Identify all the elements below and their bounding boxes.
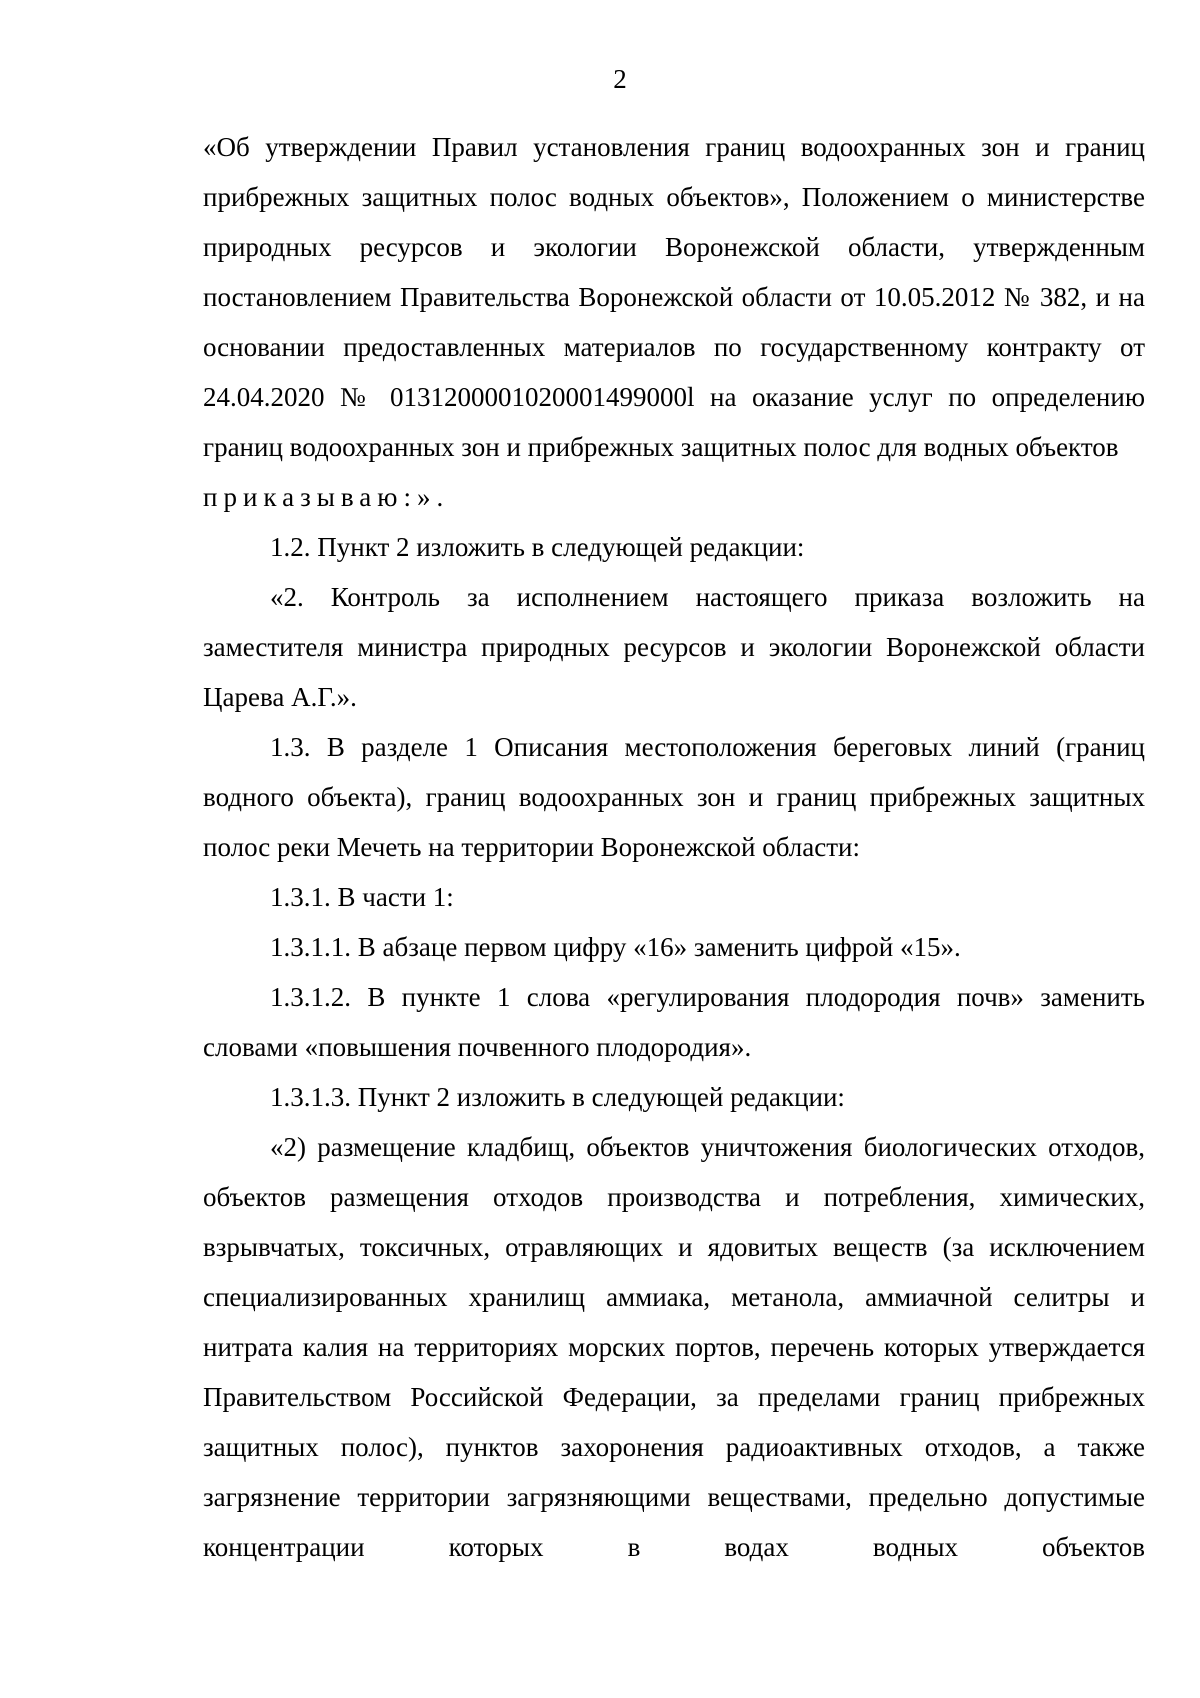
paragraph-order-word: приказываю:».: [203, 482, 450, 512]
paragraph-1-3-1-3: 1.3.1.3. Пункт 2 изложить в следующей редакции:: [270, 1082, 845, 1112]
paragraph-1-3-1-1: 1.3.1.1. В абзаце первом цифру «16» заменить цифрой «15».: [270, 932, 961, 962]
paragraph-preamble: «Об утверждении Правил установления границ водоохранных зон и границ прибрежных защитных полос водных объектов», Положением о министерстве природных ресурсов и экологии Воронежской области, утвержденным постановлением Правительства Воронежской области от 10.05.2012 № 382, и на основании предоставленных материалов по государственному контракту от 24.04.2020 № 0131200001020001499000l на оказание услуг по определению границ водоохранных зон и прибрежных защитных полос для водных объектов: [203, 132, 1145, 462]
document-body: [203, 122, 1145, 1572]
paragraph-1-3-1-2: 1.3.1.2. В пункте 1 слова «регулирования плодородия почв» заменить словами «повышения почвенного плодородия».: [203, 982, 1145, 1062]
paragraph-1-3-1: 1.3.1. В части 1:: [270, 882, 454, 912]
paragraph-1-2: 1.2. Пункт 2 изложить в следующей редакции:: [270, 532, 805, 562]
paragraph-control-clause: «2. Контроль за исполнением настоящего приказа возложить на заместителя министра природных ресурсов и экологии Воронежской области Царева А.Г.».: [203, 582, 1145, 712]
paragraph-1-3: 1.3. В разделе 1 Описания местоположения береговых линий (границ водного объекта), границ водоохранных зон и границ прибрежных защитных полос реки Мечеть на территории Воронежской области:: [203, 732, 1145, 862]
paragraph-restrictions: «2) размещение кладбищ, объектов уничтожения биологических отходов, объектов размещения отходов производства и потребления, химических, взрывчатых, токсичных, отравляющих и ядовитых веществ (за исключением специализированных хранилищ аммиака, метанола, аммиачной селитры и нитрата калия на территориях морских портов, перечень которых утверждается Правительством Российской Федерации, за пределами границ прибрежных защитных полос), пунктов захоронения радиоактивных отходов, а также загрязнение территории загрязняющими веществами, предельно допустимые концентрации которых в водах водных объектов: [203, 1132, 1145, 1562]
page-number: 2: [613, 64, 627, 94]
